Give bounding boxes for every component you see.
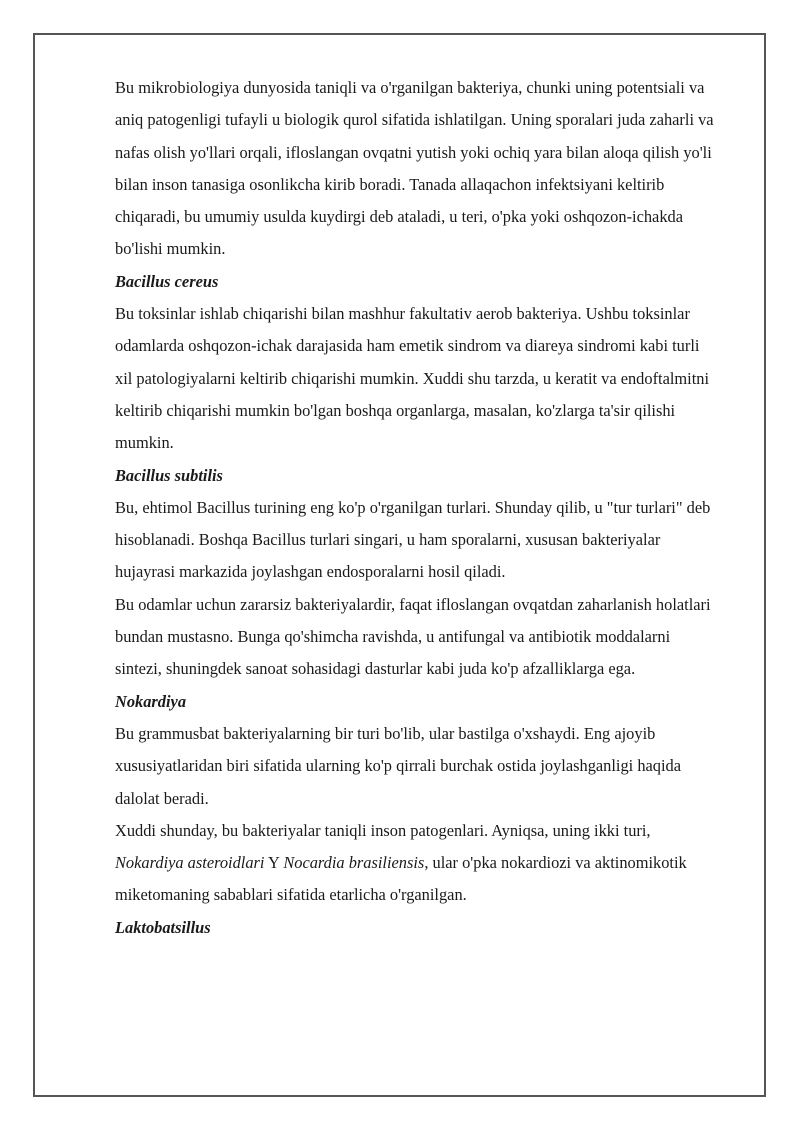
nokardiya-text-b: Y	[264, 853, 284, 873]
species-name-asteroidlari: Nokardiya asteroidlari	[115, 853, 265, 873]
heading-bacillus-cereus: Bacillus cereus	[115, 271, 219, 291]
nokardiya-paragraph-1: Bu grammusbat bakteriyalarning bir turi bo'lib, ular bastilga o'xshaydi. Eng ajoyib xususiyatlaridan biri sifatida ularning ko'p qirrali burchak ostida joylashganligi haqida dalolat beradi.	[115, 723, 682, 808]
nokardiya-text-a: Xuddi shunday, bu bakteriyalar taniqli inson patogenlari. Ayniqsa, uning ikki turi,	[115, 820, 651, 840]
heading-nokardiya: Nokardiya	[115, 691, 187, 711]
heading-laktobatsillus: Laktobatsillus	[115, 917, 211, 937]
subtilis-paragraph-1: Bu, ehtimol Bacillus turining eng ko'p o'rganilgan turlari. Shunday qilib, u "tur turlari" deb hisoblanadi. Boshqa Bacillus turlari singari, u ham sporalarni, xususan bakteriyalar hujayrasi markazida joylashgan endosporalarni hosil qiladi.	[115, 497, 711, 582]
heading-bacillus-subtilis: Bacillus subtilis	[115, 465, 223, 485]
nokardiya-paragraph-2	[115, 815, 715, 912]
subtilis-paragraph-2: Bu odamlar uchun zararsiz bakteriyalardir, faqat ifloslangan ovqatdan zaharlanish holatlari bundan mustasno. Bunga qo'shimcha ravishda, u antifungal va antibiotik moddalarni sintezi, shuningdek sanoat sohasidagi dasturlar kabi juda ko'p afzalliklarga ega.	[115, 594, 711, 679]
document-body	[115, 72, 715, 944]
intro-paragraph: Bu mikrobiologiya dunyosida taniqli va o'rganilgan bakteriya, chunki uning potentsiali va aniq patogenligi tufayli u biologik qurol sifatida ishlatilgan. Uning sporalari juda zaharli va nafas olish yo'llari orqali, ifloslangan ovqatni yutish yoki ochiq yara bilan aloqa qilish yo'li bilan inson tanasiga osonlikcha kirib boradi. Tanada allaqachon infektsiyani keltirib chiqaradi, bu umumiy usulda kuydirgi deb ataladi, u teri, o'pka yoki oshqozon-ichakda bo'lishi mumkin.	[115, 78, 714, 259]
nokardiya-text-c: , ular o'pka nokardiozi va aktinomikotik miketomaning sabablari sifatida etarlicha o'rganilgan.	[115, 853, 687, 905]
cereus-paragraph: Bu toksinlar ishlab chiqarishi bilan mashhur fakultativ aerob bakteriya. Ushbu toksinlar odamlarda oshqozon-ichak darajasida ham emetik sindrom va diareya sindromi kabi turli xil patologiyalarni keltirib chiqarishi mumkin. Xuddi shu tarzda, u keratit va endoftalmitni keltirib chiqarishi mumkin bo'lgan boshqa organlarga, masalan, ko'zlarga ta'sir qilishi mumkin.	[115, 304, 710, 453]
species-name-brasiliensis: Nocardia brasiliensis	[283, 853, 425, 873]
